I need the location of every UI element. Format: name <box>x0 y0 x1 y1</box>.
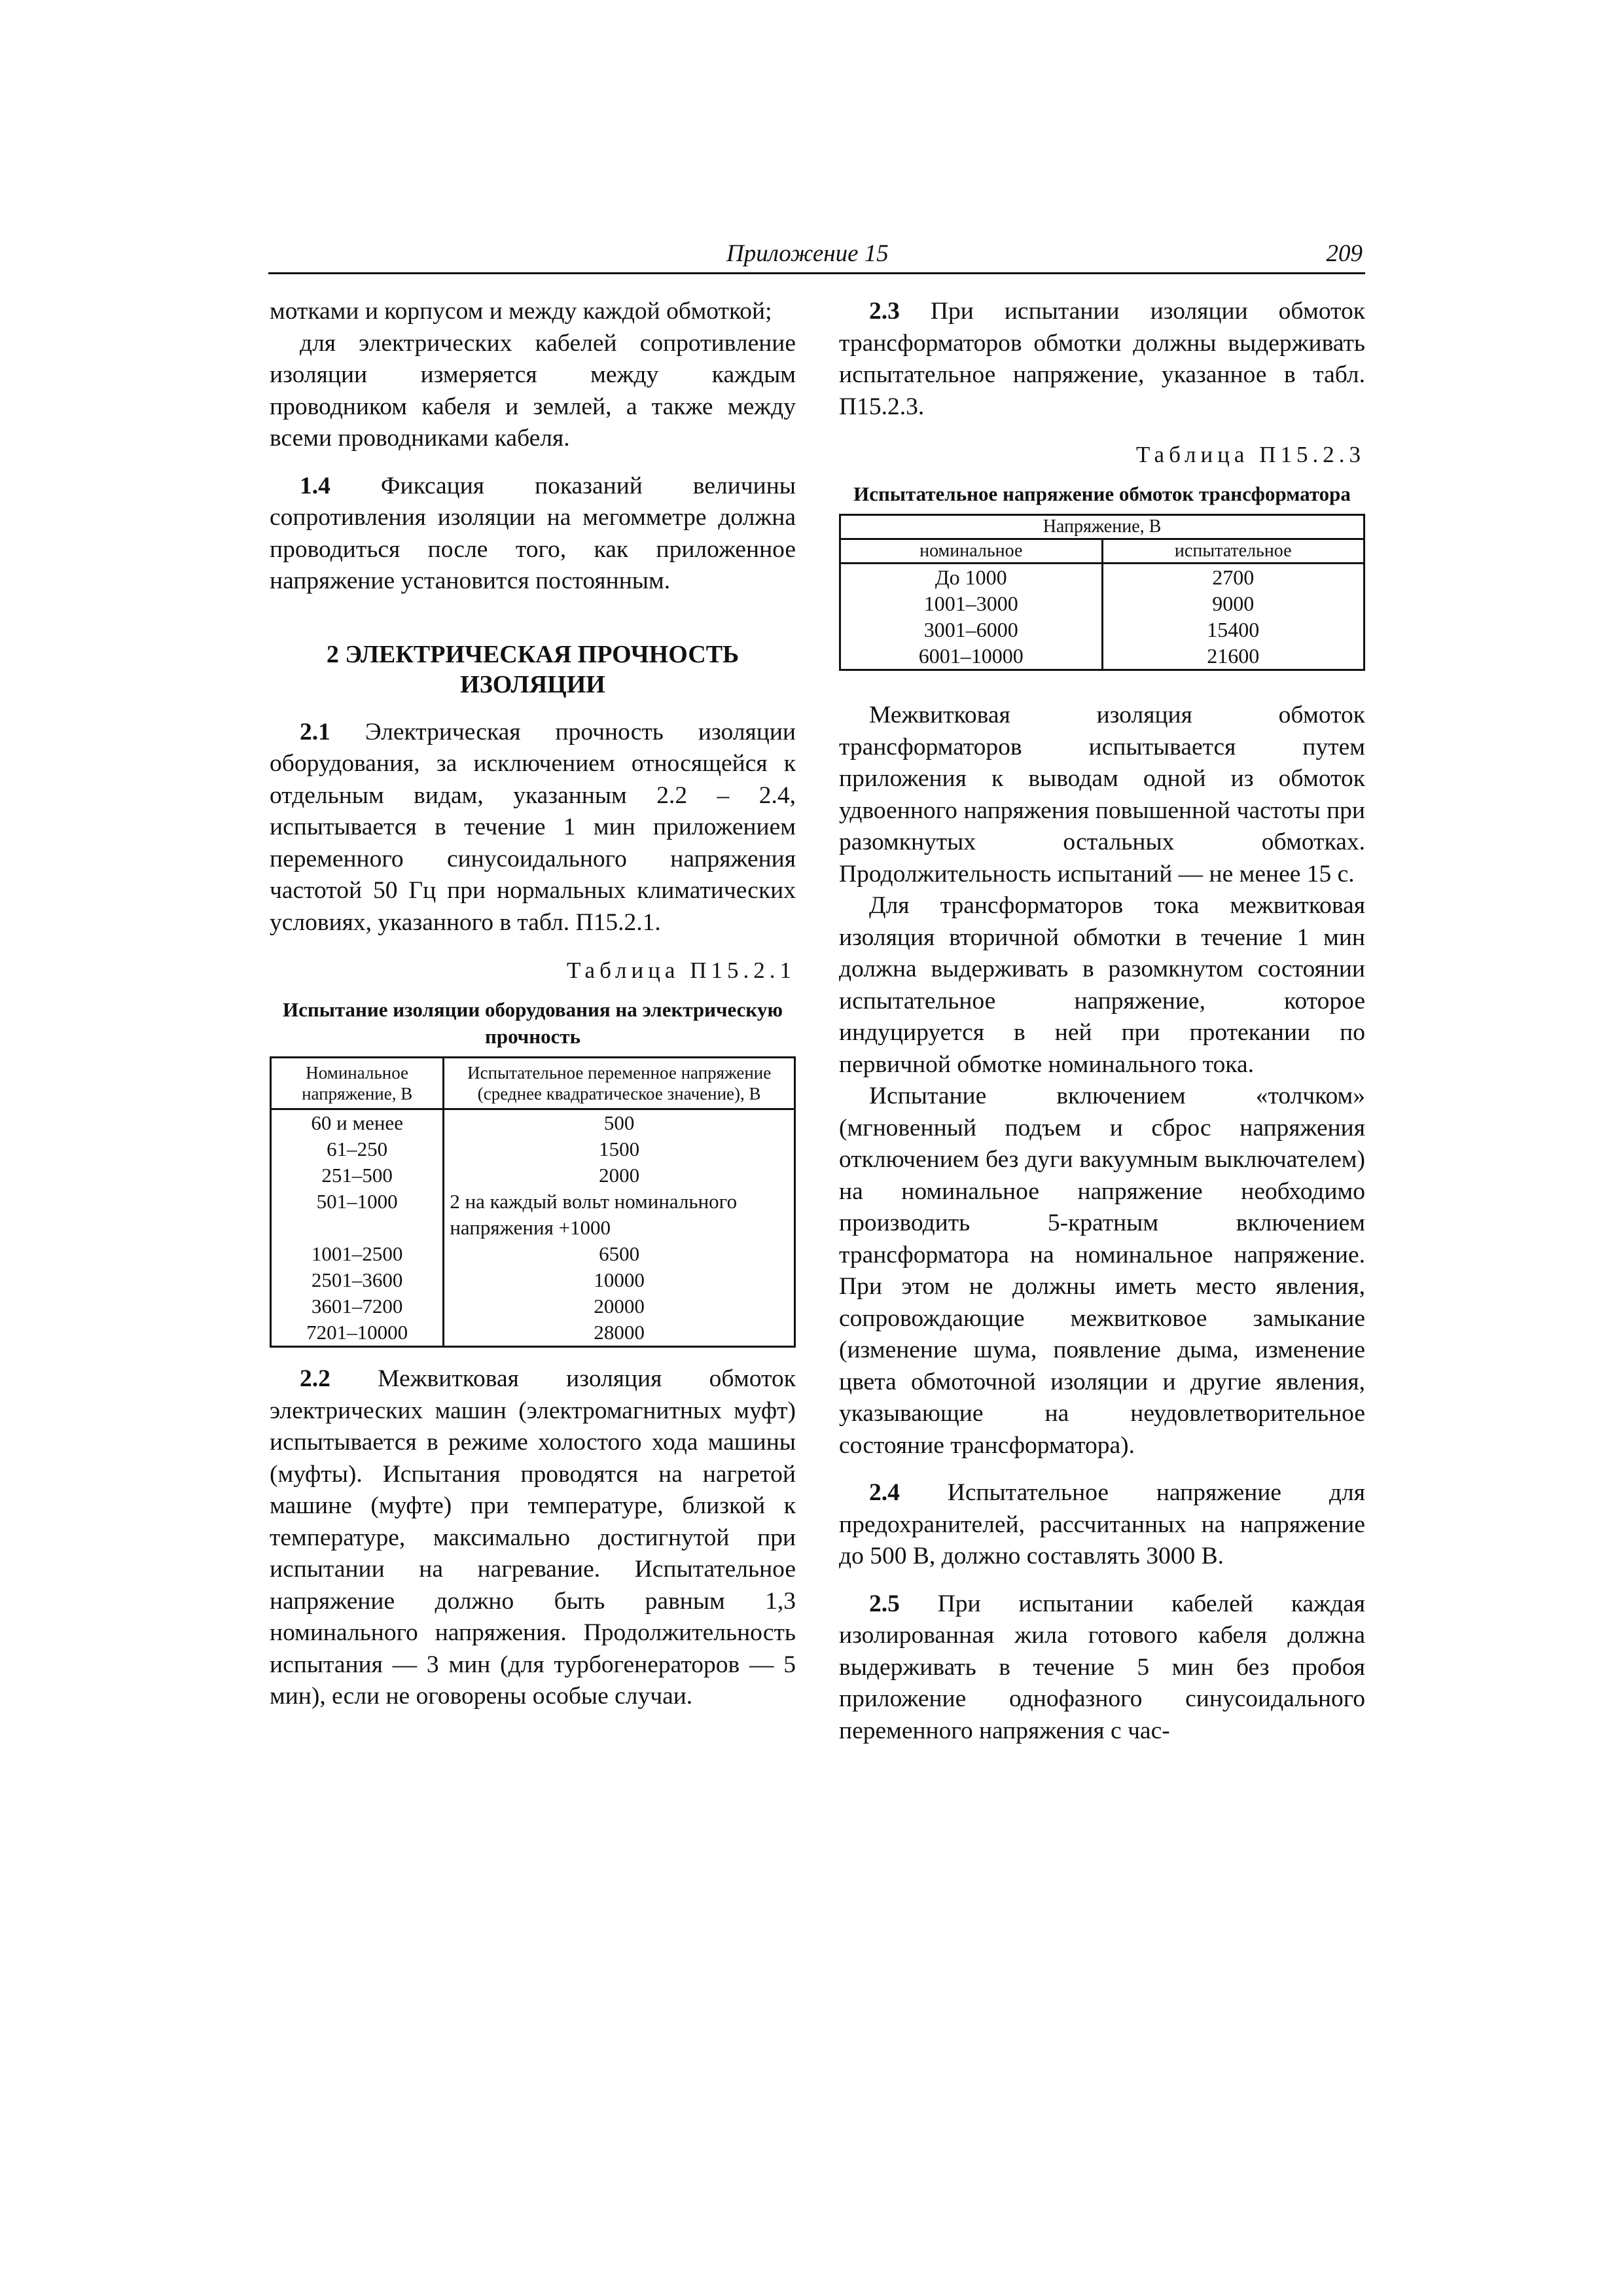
paragraph-1-4 <box>270 471 796 598</box>
page-number: 209 <box>1326 240 1363 267</box>
paragraph-inrush-test: Испытание включением «толчком» (мгновенный подъем и сброс напряжения отключением без дуги вакуумным выключателем) на номинальное напряжение необходимо производить 5-кратным включением трансформатора на номинальное напряжение. При этом не должны иметь место явления, сопровождающие межвитковое замыкание (изменение шума, появление дыма, изменение цвета обмоточной изоляции и другие явления, указывающие на неудовлетворительное состояние трансформатора). <box>839 1083 1365 1459</box>
table-row <box>271 1189 795 1241</box>
table-row <box>271 1136 795 1162</box>
table-cell: 61–250 <box>271 1136 444 1162</box>
table3-title: Испытательное напряжение обмоток трансформатора <box>853 482 1351 505</box>
table-row <box>271 1162 795 1189</box>
paragraph-continuation: мотками и корпусом и между каждой обмоткой; <box>270 298 772 325</box>
table1-caption: Таблица П15.2.1 <box>567 958 796 983</box>
paragraph-cables: для электрических кабелей сопротивление изоляции измеряется между каждым проводником кабеля и землей, а также между всеми проводниками кабеля. <box>270 329 796 452</box>
table-row <box>840 643 1364 670</box>
clause-number: 2.5 <box>869 1590 900 1617</box>
table-row <box>271 1267 795 1293</box>
table-row <box>271 1109 795 1137</box>
table-cell: 10000 <box>444 1267 795 1293</box>
table-cell: 1500 <box>444 1136 795 1162</box>
paragraph-current-transformers: Для трансформаторов тока межвитковая изоляция вторичной обмотки в течение 1 мин должна выдерживать в разомкнутом состоянии испытательное напряжение, которое индуцируется в ней при протекании по первичной обмотке номинального тока. <box>839 892 1365 1078</box>
clause-number: 1.4 <box>300 472 330 499</box>
table-row <box>271 1241 795 1267</box>
table-row <box>271 1293 795 1319</box>
table-cell: 2000 <box>444 1162 795 1189</box>
clause-text: Межвитковая изоляция обмоток электрических машин (электромагнитных муфт) испытывается в режиме холостого хода машины (муфты). Испытания проводятся на нагретой машине (муфте) при температуре, близкой к температуре, максимально достигнутой при испытании на нагревание. Испытательное напряжение должно быть равным 1,3 номинального напряжения. Продолжительность испытания — 3 мин (для турбогенераторов — 5 мин), если не оговорены особые случаи. <box>270 1365 796 1710</box>
right-column <box>839 296 1365 1747</box>
table-header-cell: номинальное <box>840 539 1103 564</box>
table-header-cell: Испытательное переменное напряжение (среднее квадратическое значение), В <box>444 1058 795 1109</box>
paragraph-2-3 <box>839 296 1365 423</box>
table1-title: Испытание изоляции оборудования на электрическую прочность <box>282 998 783 1048</box>
table3-caption: Таблица П15.2.3 <box>1136 442 1365 467</box>
paragraph-2-4 <box>839 1477 1365 1573</box>
running-header <box>268 240 1365 274</box>
clause-text: Испытательное напряжение для предохранителей, рассчитанных на напряжение до 500 В, должно составлять 3000 В. <box>839 1479 1365 1570</box>
table-cell: 2501–3600 <box>271 1267 444 1293</box>
table-transformer-voltage <box>839 514 1365 671</box>
clause-number: 2.1 <box>300 718 330 745</box>
table-cell: 2 на каждый вольт номинального напряжения +1000 <box>444 1189 795 1241</box>
table-cell: 21600 <box>1102 643 1364 670</box>
table-group-header-cell: Напряжение, В <box>840 515 1364 539</box>
table-cell: 6001–10000 <box>840 643 1103 670</box>
table-cell: 15400 <box>1102 617 1364 643</box>
table-cell: 1001–3000 <box>840 590 1103 617</box>
paragraph-2-5 <box>839 1588 1365 1748</box>
clause-text: Электрическая прочность изоляции оборудования, за исключением относящейся к отдельным видам, указанным 2.2 – 2.4, испытывается в течение 1 мин приложением переменного синусоидального напряжения частотой 50 Гц при нормальных климатических условиях, указанного в табл. П15.2.1. <box>270 718 796 936</box>
table-group-header-row <box>840 515 1364 539</box>
clause-number: 2.2 <box>300 1365 330 1392</box>
table-equipment-insulation <box>270 1056 796 1348</box>
table-cell: 6500 <box>444 1241 795 1267</box>
paragraph-interturn: Межвитковая изоляция обмоток трансформаторов испытывается путем приложения к выводам одной из обмоток удвоенного напряжения повышенной частоты при разомкнутых остальных обмотках. Продолжительность испытаний — не менее 15 с. <box>839 702 1365 888</box>
table-row <box>840 564 1364 591</box>
table-header-row <box>271 1058 795 1109</box>
table-cell: 7201–10000 <box>271 1319 444 1347</box>
paragraph-2-1 <box>270 717 796 939</box>
clause-number: 2.3 <box>869 298 900 325</box>
running-header-title: Приложение 15 <box>726 240 889 267</box>
section-heading: 2 ЭЛЕКТРИЧЕСКАЯ ПРОЧНОСТЬ ИЗОЛЯЦИИ <box>326 640 740 698</box>
clause-text: Фиксация показаний величины сопротивления изоляции на мегомметре должна проводиться после того, как приложенное напряжение установится постоянным. <box>270 472 796 594</box>
table-cell: 28000 <box>444 1319 795 1347</box>
table-header-cell: испытательное <box>1102 539 1364 564</box>
table-cell: 1001–2500 <box>271 1241 444 1267</box>
table-cell: 60 и менее <box>271 1109 444 1137</box>
table-row <box>840 617 1364 643</box>
clause-text: При испытании кабелей каждая изолированная жила готового кабеля должна выдерживать в течение 5 мин без пробоя приложение однофазного синусоидального переменного напряжения с час- <box>839 1590 1365 1744</box>
table-cell: До 1000 <box>840 564 1103 591</box>
table-cell: 501–1000 <box>271 1189 444 1241</box>
table-row <box>271 1319 795 1347</box>
table-cell: 2700 <box>1102 564 1364 591</box>
table-cell: 251–500 <box>271 1162 444 1189</box>
table-cell: 3601–7200 <box>271 1293 444 1319</box>
table-cell: 500 <box>444 1109 795 1137</box>
table-cell: 20000 <box>444 1293 795 1319</box>
table-cell: 3001–6000 <box>840 617 1103 643</box>
table-header-cell: Номинальное напряжение, В <box>271 1058 444 1109</box>
table-row <box>840 590 1364 617</box>
paragraph-2-2 <box>270 1363 796 1713</box>
table-header-row <box>840 539 1364 564</box>
left-column <box>270 296 796 1713</box>
clause-text: При испытании изоляции обмоток трансформаторов обмотки должны выдерживать испытательное напряжение, указанное в табл. П15.2.3. <box>839 298 1365 420</box>
table-cell: 9000 <box>1102 590 1364 617</box>
clause-number: 2.4 <box>869 1479 900 1506</box>
